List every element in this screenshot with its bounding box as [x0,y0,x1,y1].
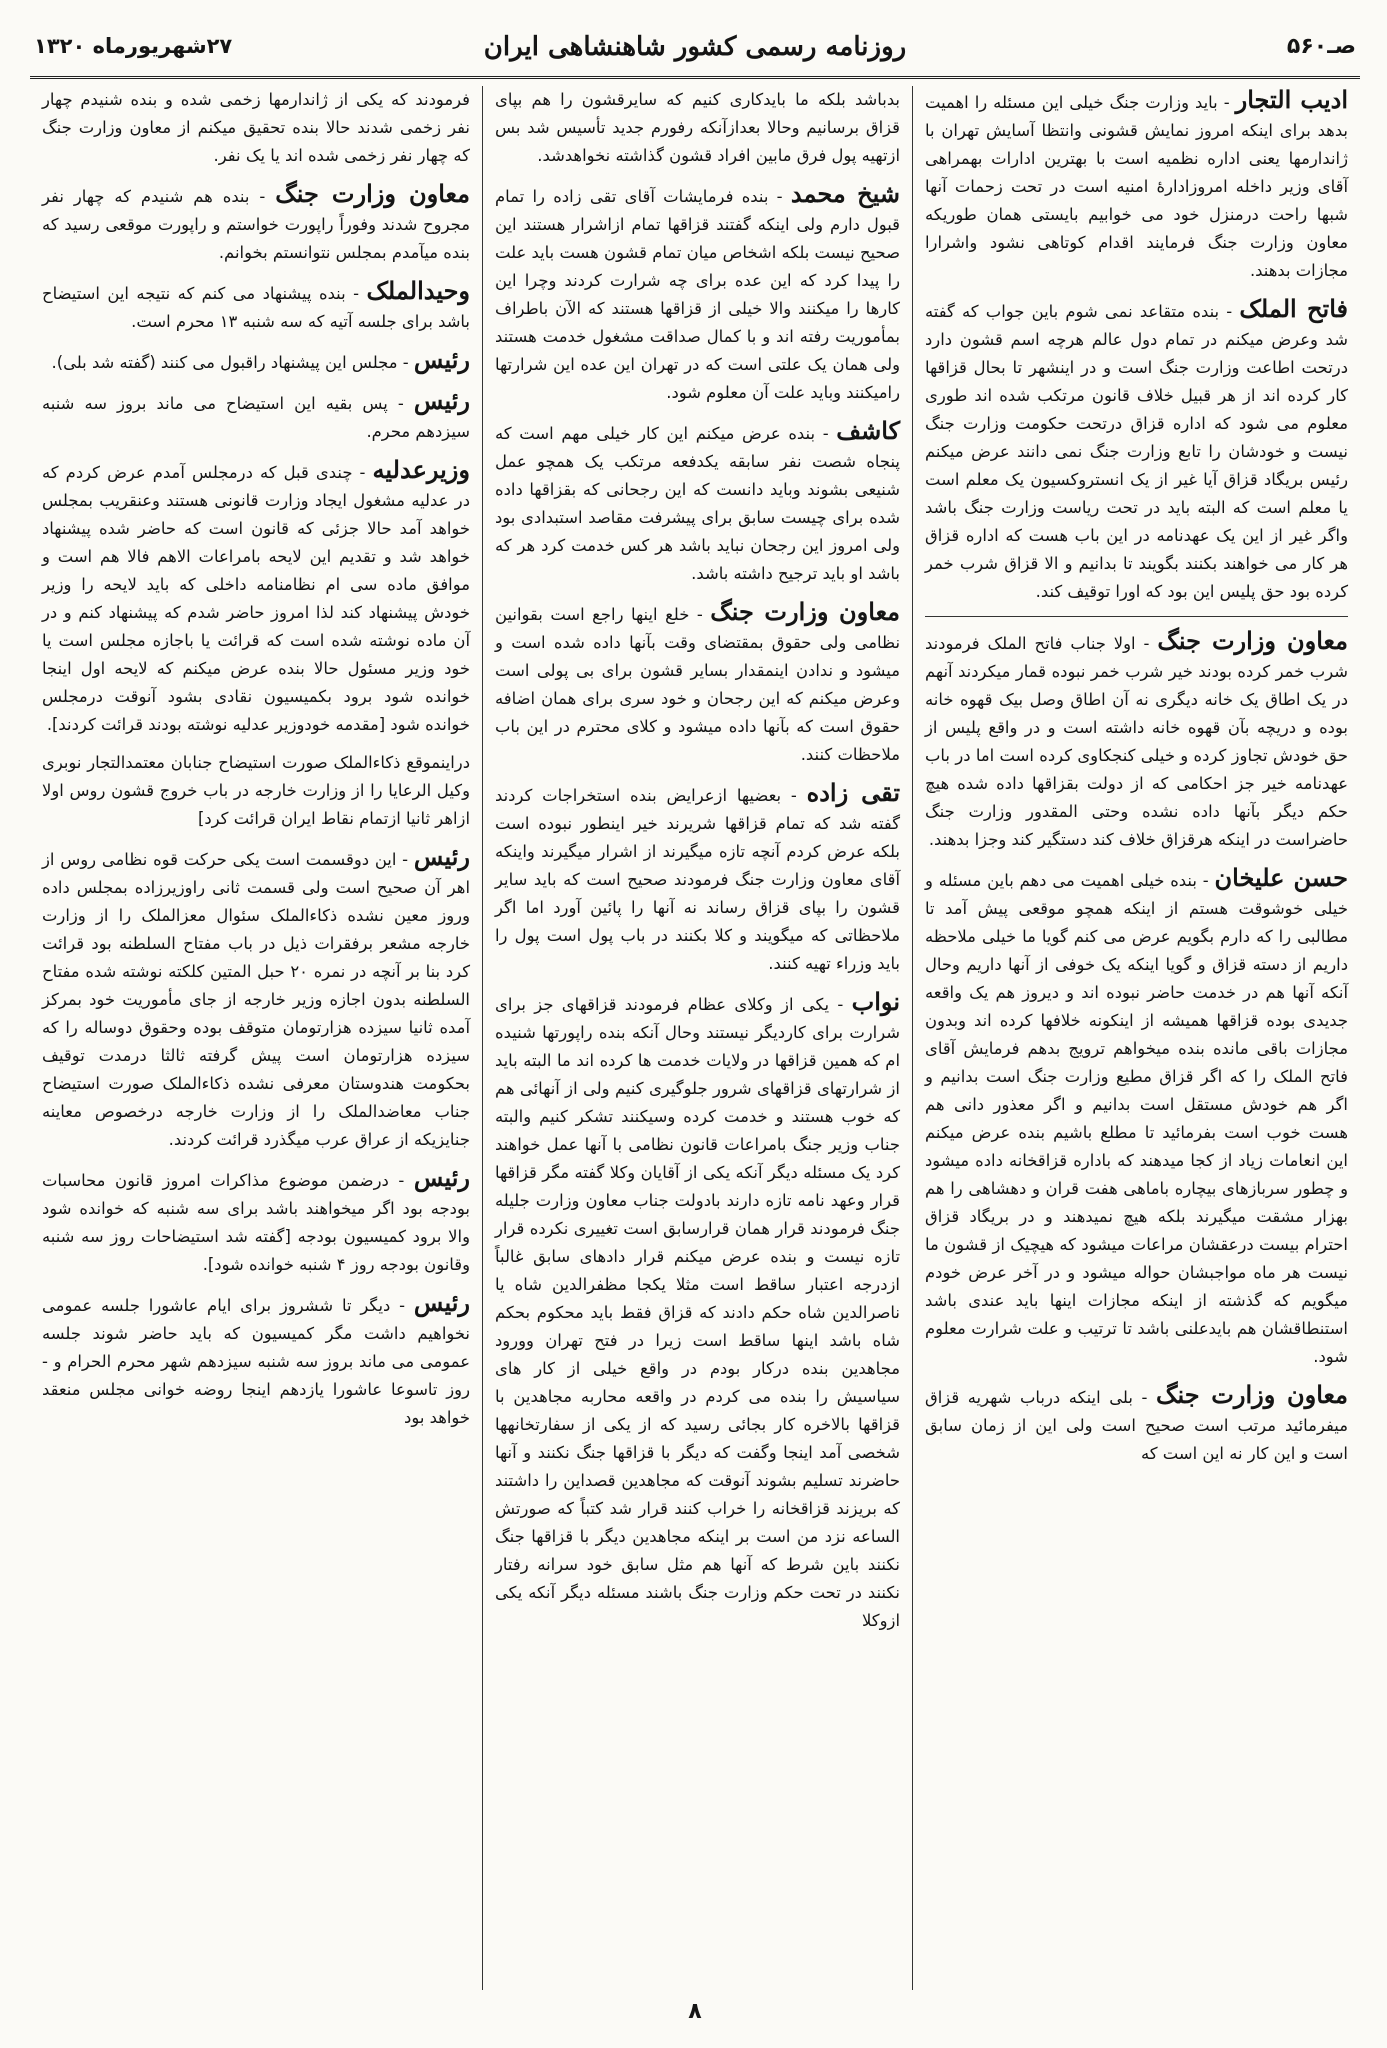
speech-text: - بنده عرض میکنم این کار خیلی مهم است که پنجاه شصت نفر سابقه یکدفعه مرتکب یک همچو عمل شنیعی بشوند وباید دانست که این رجحانی که بقزاقها داده شده برای چیست سابق برای پیشرفت مقاصد استبدادی بود ولی امروز این رجحان نباید باشد هر کس خدمت کرد هر که باشد او باید ترجیح داشته باشد. [495,424,900,583]
column-left [30,86,482,1990]
speaker-name: نواب [851,987,900,1016]
speaker-name: تقی زاده [806,778,900,807]
speaker-name: معاون وزارت جنگ [1155,1380,1348,1409]
speech-text: - دیگر تا ششروز برای ایام عاشورا جلسه عمومی نخواهیم داشت مگر کمیسیون که باید حاضر شوند جلسه عمومی می ماند بروز سه شنبه سیزدهم شهر محرم الحرام و - روز تاسوعا عاشورا یازدهم اینجا روضه خوانی مجلس منعقد خواهد بود [42,1296,470,1427]
speech-text: - بعضیها ازعرایض بنده استخراجات کردند گفته شد که تمام قزاقها شریرند خیر اینطور نبوده است بلکه عرض کردم آنچه تازه میگیرند از اشرار میگیرند واینکه آقای معاون وزارت جنگ فرمودند صحیح است که باید سایر قشون را بپای قزاق رساند نه آنها را پائین آورد اما اگر ملاحظاتی که میگویند و کلا بکنند در باب پول است پول را باید وزراء تهیه کنند. [495,786,900,973]
columns [30,86,1360,1990]
speech-paragraph [925,86,1348,285]
speech-text: - یکی از وکلای عظام فرمودند قزاقهای جز برای شرارت برای کاردیگر نیستند وحال آنکه بنده راپورتها شنیده ام که همین قزاقها در ولایات خدمت ها کرده اند ما البته باید از شرارتهای قزاقهای شرور جلوگیری کنیم ولی از آنهائی هم که خوب هستند و خدمت کرده وسیکنند تشکر کنیم والبته جناب وزیر جنگ بامراعات قانون نظامی با آنها عمل خواهند کرد یک مسئله دیگر آنکه یکی از آقایان وکلا گفته مگر قزاقها قرار وعهد نامه تازه دارند بادولت جناب معاون وزارت جلیله جنگ فرمودند قرار همان قرارسابق است تغییری نکرده قرار تازه نیست و بنده عرض میکنم قرار دادهای سابق غالباً ازدرجه اعتبار ساقط است مثلا یکجا مظفرالدین شاه یا ناصرالدین شاه حکم دادند که قزاق فقط باید محکوم بحکم شاه باشد اینها ساقط است زیرا در فتح تهران وورود مجاهدین بنده درکار بودم در واقع خیلی از کار های سیاسیش را بنده می کردم در واقعه محاربه مجاهدین با قزاقها بالاخره کار بجائی رسید که از یکی از سفارتخانهها شخصی آمد اینجا وگفت که دیگر با قزاقها جنگ نکنند و آنها حاضرند تسلیم بشوند آنوقت که مجاهدین قصداین را داشتند که بریزند قزاقخانه را خراب کنند قرار شد کتباً که صورتش الساعه نزد من است بر اینکه مجاهدین دیگر با قزاقها جنگ نکنند باین شرط که آنها هم مثل سابق خود سرانه رفتار نکنند در تحت حکم وزارت جنگ باشند مسئله دیگر آنکه یکی ازوکلا [495,995,900,1630]
speech-paragraph [42,749,470,833]
speech-paragraph [495,988,900,1635]
speaker-name: رئیس [413,1163,470,1192]
page-label: صـ۵۶۰ [1286,34,1356,59]
speech-paragraph [495,86,900,170]
speaker-name: وزیرعدلیه [372,455,470,484]
speech-paragraph [42,346,470,377]
newspaper-page [30,20,1360,2030]
speech-text: - بنده هم شنیدم که چهار نفر مجروح شدند وفوراً راپورت خواستم و راپورت موقعی رسید که بنده میآمدم بمجلس نتوانستم بخوانم. [42,187,470,262]
speaker-name: معاون وزارت جنگ [1157,626,1348,655]
speech-text: بدباشد بلکه ما بایدکاری کنیم که سایرقشون را هم بپای قزاق برسانیم وحالا بعدازآنکه رفورم جدید تأسیس شد بس ازتهیه پول فرق مابین افراد قشون گذاشته نخواهدشد. [495,90,900,165]
speaker-name: کاشف [836,416,900,445]
speech-paragraph [925,1381,1348,1468]
speech-paragraph [42,1289,470,1432]
speech-paragraph [925,295,1348,606]
speech-paragraph [42,180,470,267]
speaker-name: شیخ محمد [790,179,900,208]
speech-text: - بلی اینکه درباب شهریه قزاق میفرمائید مرتب است صحیح است ولی این از زمان سابق است و این کار نه این است که [925,1388,1348,1463]
speech-paragraph [925,864,1348,1371]
speech-text: - این دوقسمت است یکی حرکت قوه نظامی روس از اهر آن صحیح است ولی قسمت ثانی راوزیرزاده بمجلس داده وروز معین نشده ذکاءالملک سئوال معزالملک را از وزارت خارجه مشعر برفقرات ذیل در باب مفتاح السلطنه بود قرائت کرد بنا بر آنچه در نمره ۲۰ حبل المتین کلکته نوشته شده مفتاح السلطنه بدون اجازه وزیر خارجه از جای مأموریت خود بمرکز آمده ثانیا سیزده هزارتومان متوقف بوده وحقوق دوساله را که سیزده هزارتومان است پیش گرفته ثالثا درمدت توقیف بحکومت هندوستان معرفی نشده ذکاءالملک صورت استیضاح جناب معاضدالملک را از وزارت خارجه درخصوص معاینه جنایزیکه از عراق عرب میگذرد قرائت کردند. [42,850,470,1149]
speech-text: - باید وزارت جنگ خیلی این مسئله را اهمیت بدهد برای اینکه امروز نمایش قشونی وانتظا آسایش تهران با ژاندارمها یعنی اداره نظمیه است با بهترین ادارات بهمراهی آقای وزیر داخله امروزادارهٔ امنیه است در تحت زحمات آنها شبها راحت درمنزل خود می خوابیم بایستی همان طوریکه معاون وزارت جنگ فرمایند اقدام کوتاهی نشود واشرارا مجازات بدهند. [925,93,1348,280]
page-number: ۸ [688,1999,702,2024]
speech-paragraph [495,598,900,769]
masthead-title: روزنامه رسمی کشور شاهنشاهی ایران [483,32,907,62]
speech-text: - خلع اینها راجع است بقوانین نظامی ولی حقوق بمقتضای وقت بآنها داده شده است و میشود و ندادن اینمقدار بسایر قشون برای بی پولی است وعرض میکنم که این رجحان و خود سری برای همان اضافه حقوق است که بآنها داده میشود و کلای محترم در این باب ملاحظات کنند. [495,605,900,764]
speech-text: - درضمن موضوع مذاکرات امروز قانون محاسبات بودجه بود اگر میخواهند باشد برای سه شنبه که خوانده شود والا برود کمیسیون بودجه [گفته شد استیضاحات روز سه شنبه وقانون بودجه روز ۴ شنبه خوانده شود]. [42,1171,470,1274]
speech-paragraph [42,843,470,1154]
column-divider [925,616,1348,617]
speech-text: - بنده متقاعد نمی شوم باین جواب که گفته شد وعرض میکنم در تمام دول عالم هرچه اسم قشون دارد درتحت اطاعت وزارت جنگ است و در اینشهر تا بحال قزاقها کار کرده اند از هر قبیل خلاف قانون مرتکب شده اند طوری معلوم می شود که اداره قزاق درتحت حکومت وزارت جنگ نیست و خودشان را تابع وزارت جنگ نمی دانند عرض میکنم رئیس بریگاد قزاق آیا غیر از یک انستروکسیون یک معلم است یا معلم است که البته باید در تحت ریاست وزارت جنگ باشد واگر غیر از این یک عهدنامه در این باب هست که اداره قزاق هر کار می خواهند بکنند بگویند تا بدانیم و الا قزاق شرب خمر کرده بود حق پلیس این بود که اورا توقیف کند. [925,302,1348,601]
speech-paragraph [495,180,900,407]
speaker-name: معاون وزارت جنگ [710,597,901,626]
speaker-name: رئیس [413,842,470,871]
column-middle [482,86,912,1990]
speech-paragraph [42,86,470,170]
speech-paragraph [495,779,900,978]
speech-text: - بنده پیشنهاد می کنم که نتیجه این استیضاح باشد برای جلسه آتیه که سه شنبه ۱۳ محرم است. [42,284,470,331]
speech-text: - مجلس این پیشنهاد راقبول می کنند (گفته شد بلی). [51,353,414,372]
speaker-name: معاون وزارت جنگ [275,179,470,208]
speech-text: - اولا جناب فاتح الملک فرمودند شرب خمر کرده بودند خیر شرب خمر نبوده قمار میکردند آنهم در یک اطاق یک خانه دیگری نه آن اطاق وصل بیک قهوه خانه بوده و دریچه بآن قهوه خانه داشته است و در واقع پلیس از حق خودش تجاوز کرده و خیلی کنجکاوی کرده است اما در باب عهدنامه خیر جز احکامی که از دولت بقزاقها داده شده هیچ حکم دیگر بآنها داده نشده وحتی المقدور وزارت جنگ حاضراست در اینکه هرقزاق خلاف کند دستگیر کند وجزا بدهند. [925,634,1348,849]
speaker-name: حسن علیخان [1214,863,1348,892]
issue-date: ۲۷شهریورماه ۱۳۲۰ [34,34,233,58]
speaker-name: رئیس [413,1288,470,1317]
speaker-name: رئیس [413,386,470,415]
speech-text: - چندی قبل که درمجلس آمدم عرض کردم که در عدلیه مشغول ایجاد وزارت قانونی هستند وعنقریب بمجلس خواهد آمد حالا جزئی که قانون است که حاضر شده پیشنهاد خواهد شد و تقدیم این لایحه بامراعات الاهم فالا هم است و موافق ماده سی ام نظامنامه داخلی که باید لایحه را وزیر خودش پیشنهاد کند لذا امروز حاضر شدم که پیشنهاد کنم و در آن ماده نوشته شده است که قرائت یا باجازه مجلس است یا خود وزیر مسئول حالا بنده عرض میکنم که لایحه اول اینجا خوانده شود برود بکمیسیون نقادی بشود آنوقت درمجلس خوانده شود [مقدمه خودوزیر عدلیه نوشته بودند قرائت کردند]. [42,463,470,734]
speech-text: دراینموقع ذکاءالملک صورت استیضاح جنابان معتمدالتجار نوبری وکیل الرعایا را از وزارت خارجه در باب خروج قشون روس اولا ازاهر ثانیا ازتمام نقاط ایران قرائت کرد] [42,753,470,828]
column-right [912,86,1360,1990]
speech-paragraph [42,277,470,336]
speech-paragraph [925,627,1348,854]
speaker-name: ادیب التجار [1235,86,1348,114]
speech-text: - پس بقیه این استیضاح می ماند بروز سه شنبه سیزدهم محرم. [42,394,470,441]
speaker-name: وحیدالملک [366,276,470,305]
speech-paragraph [42,1164,470,1279]
speech-paragraph [495,417,900,588]
speaker-name: فاتح الملک [1239,294,1349,323]
speaker-name: رئیس [413,345,470,374]
speech-text: - بنده فرمایشات آقای تقی زاده را تمام قبول دارم ولی اینکه گفتند قزاقها تمام ازاشرار هستند این صحیح نیست بلکه اشخاص میان تمام قشون هست باید علت را پیدا کرد که این عده برای چه شرارت کردند وچرا این کارها را میکنند والا خیلی از قزاقها هستند که الآن باطراف بمأموریت رفته اند و با کمال صداقت مشغول خدمت هستند ولی همان یک علتی است که در تهران این عده این شرارتها رامیکنند وباید علت آن معلوم شود. [495,187,900,402]
speech-paragraph [42,456,470,739]
speech-paragraph [42,387,470,446]
page-header [30,24,1360,79]
speech-text: فرمودند که یکی از ژاندارمها زخمی شده و بنده شنیدم چهار نفر زخمی شدند حالا بنده تحقیق میکنم از معاون وزارت جنگ که چهار نفر زخمی شده اند یا یک نفر. [42,90,470,165]
speech-text: - بنده خیلی اهمیت می دهم باین مسئله و خیلی خوشوقت هستم از اینکه همچو موقعی پیش آمد تا مطالبی را که دارم بگویم عرض می کنم گویا ما خیلی ملاحظه داریم از دسته قزاق و گویا اینکه یک خوفی از آنها داریم وحال آنکه آنها هم در خدمت حاضر نبوده اند و دیروز هم یک واقعه جدیدی بوده قزاقها همیشه از اینکونه خلافها کرده اند وبدون مجازات باقی مانده بنده میخواهم ترویج بدهم فرمایش آقای فاتح الملک را که اگر قزاق مطیع وزارت جنگ است بدانیم و اگر هم خودش مستقل است بدانیم و اگر معذور دانی هم هست خوب است بفرمائید تا مطلع باشیم بنده عرض میکنم این انعامات زیاد از کجا میدهند که باداره قزاقخانه داده میشود و چطور سربازهای بیچاره باماهی هفت قران و دهشاهی را هم بهزار مشقت میگیرند بلکه هیچ نمیدهند و در بریگاد قزاق احترام بیست درعقشان مراعات میشود که هیچیک از قشون ما نیست هر ماه مواجبشان حواله میشود و در آخر عرض خودم میگویم که گذشته از اینکه مجازات اینها باید عندی باشد استنطاقشان هم بایدعلنی باشد تا ترتیب و علت شرارت معلوم شود. [925,871,1348,1366]
